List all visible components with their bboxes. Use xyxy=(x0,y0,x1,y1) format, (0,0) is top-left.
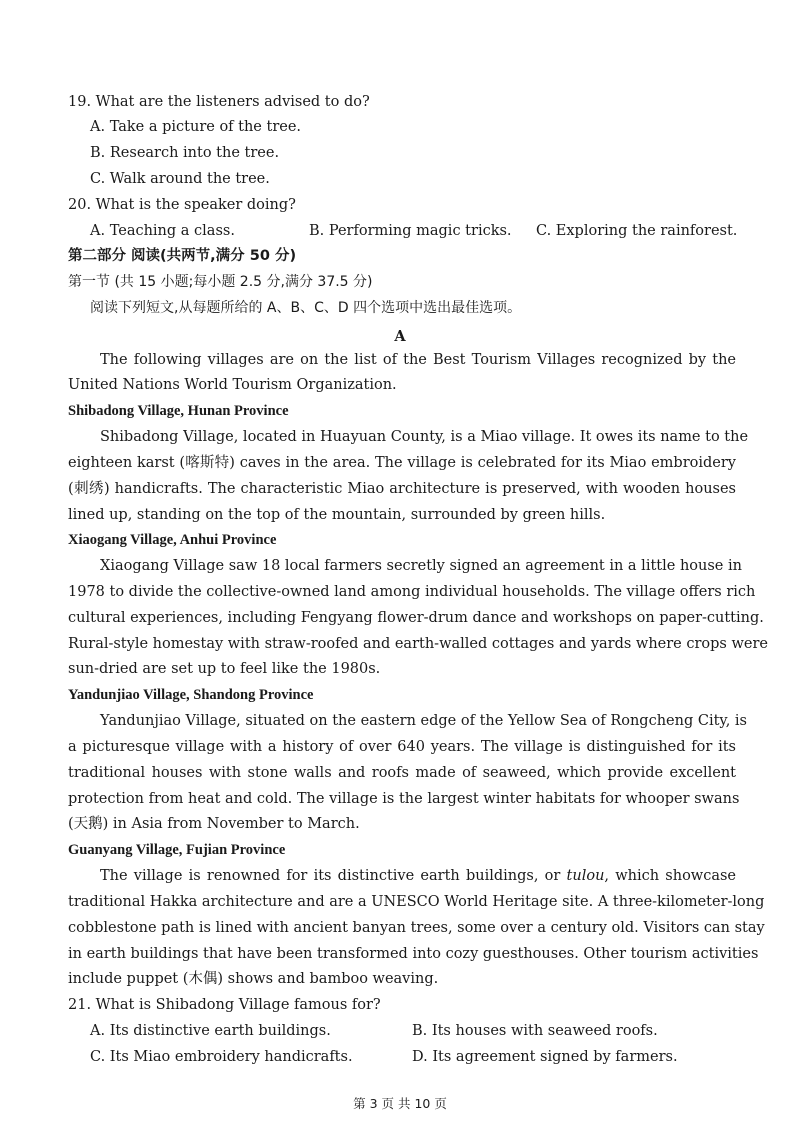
q20-option-a: A. Teaching a class. xyxy=(90,223,235,239)
question-20: 20. What is the speaker doing? xyxy=(68,197,296,213)
village-3-line-2: a picturesque village with a history of over 640 years. The village is distinguished for its xyxy=(68,739,736,755)
village-4-line-2: traditional Hakka architecture and are a UNESCO World Heritage site. A three-kilometer-long xyxy=(68,894,765,910)
intro-line-1: The following villages are on the list of the Best Tourism Villages recognized by the xyxy=(100,352,736,368)
q19-option-a: A. Take a picture of the tree. xyxy=(90,119,302,135)
village-3-title: Yandunjiao Village, Shandong Province xyxy=(68,687,314,703)
village-1-line-4: lined up, standing on the top of the mountain, surrounded by green hills. xyxy=(68,507,606,523)
question-21: 21. What is Shibadong Village famous for? xyxy=(68,997,381,1013)
reading-instruction: 阅读下列短文,从每题所给的 A、B、C、D 四个选项中选出最佳选项。 xyxy=(90,300,522,316)
q19-option-c: C. Walk around the tree. xyxy=(90,171,270,187)
village-2-line-3: cultural experiences, including Fengyang flower-drum dance and workshops on paper-cutting. xyxy=(68,610,764,626)
village-1-line-3: (刺绣) handicrafts. The characteristic Miao architecture is preserved, with wooden houses xyxy=(68,481,736,497)
village-1-line-1: Shibadong Village, located in Huayuan County, is a Miao village. It owes its name to the xyxy=(100,429,749,445)
village-2-line-1: Xiaogang Village saw 18 local farmers secretly signed an agreement in a little house in xyxy=(100,558,742,574)
q20-option-b: B. Performing magic tricks. xyxy=(309,223,512,239)
village-3-line-3: traditional houses with stone walls and roofs made of seaweed, which provide excellent xyxy=(68,765,736,781)
question-19: 19. What are the listeners advised to do? xyxy=(68,94,370,110)
q21-option-b: B. Its houses with seaweed roofs. xyxy=(412,1023,658,1039)
q20-option-c: C. Exploring the rainforest. xyxy=(536,223,738,239)
passage-label: A xyxy=(394,328,406,345)
village-1-line-2: eighteen karst (喀斯特) caves in the area. The village is celebrated for its Miao embroidery xyxy=(68,455,736,471)
q21-option-c: C. Its Miao embroidery handicrafts. xyxy=(90,1049,353,1065)
village-1-title: Shibadong Village, Hunan Province xyxy=(68,403,289,419)
village-3-line-4: protection from heat and cold. The village is the largest winter habitats for whooper swans xyxy=(68,791,740,807)
village-2-line-4: Rural-style homestay with straw-roofed and earth-walled cottages and yards where crops were xyxy=(68,636,768,652)
village-4-title: Guanyang Village, Fujian Province xyxy=(68,842,286,858)
page-footer: 第 3 页 共 10 页 xyxy=(353,1096,447,1111)
village-3-line-1: Yandunjiao Village, situated on the eastern edge of the Yellow Sea of Rongcheng City, is xyxy=(100,713,747,729)
village-4-line-1-pre: The village is renowned for its distinctive earth buildings, or xyxy=(100,868,567,884)
q19-option-b: B. Research into the tree. xyxy=(90,145,280,161)
tulou-term: tulou xyxy=(566,868,605,884)
village-2-line-5: sun-dried are set up to feel like the 1980s. xyxy=(68,661,381,677)
section-one-title: 第一节 (共 15 小题;每小题 2.5 分,满分 37.5 分) xyxy=(68,274,373,290)
q21-option-a: A. Its distinctive earth buildings. xyxy=(90,1023,331,1039)
q21-option-d: D. Its agreement signed by farmers. xyxy=(412,1049,678,1065)
intro-line-2: United Nations World Tourism Organization. xyxy=(68,377,397,393)
village-4-line-3: cobblestone path is lined with ancient banyan trees, some over a century old. Visitors can stay xyxy=(68,920,765,936)
village-3-line-5: (天鹅) in Asia from November to March. xyxy=(68,816,360,832)
part-two-title: 第二部分 阅读(共两节,满分 50 分) xyxy=(68,248,297,264)
village-4-line-4: in earth buildings that have been transformed into cozy guesthouses. Other tourism activities xyxy=(68,946,759,962)
village-4-line-5: include puppet (木偶) shows and bamboo weaving. xyxy=(68,971,439,987)
village-2-line-2: 1978 to divide the collective-owned land among individual households. The village offers rich xyxy=(68,584,756,600)
village-4-line-1-post: , which showcase xyxy=(604,868,736,884)
village-4-line-1 xyxy=(100,866,736,886)
village-2-title: Xiaogang Village, Anhui Province xyxy=(68,532,277,548)
